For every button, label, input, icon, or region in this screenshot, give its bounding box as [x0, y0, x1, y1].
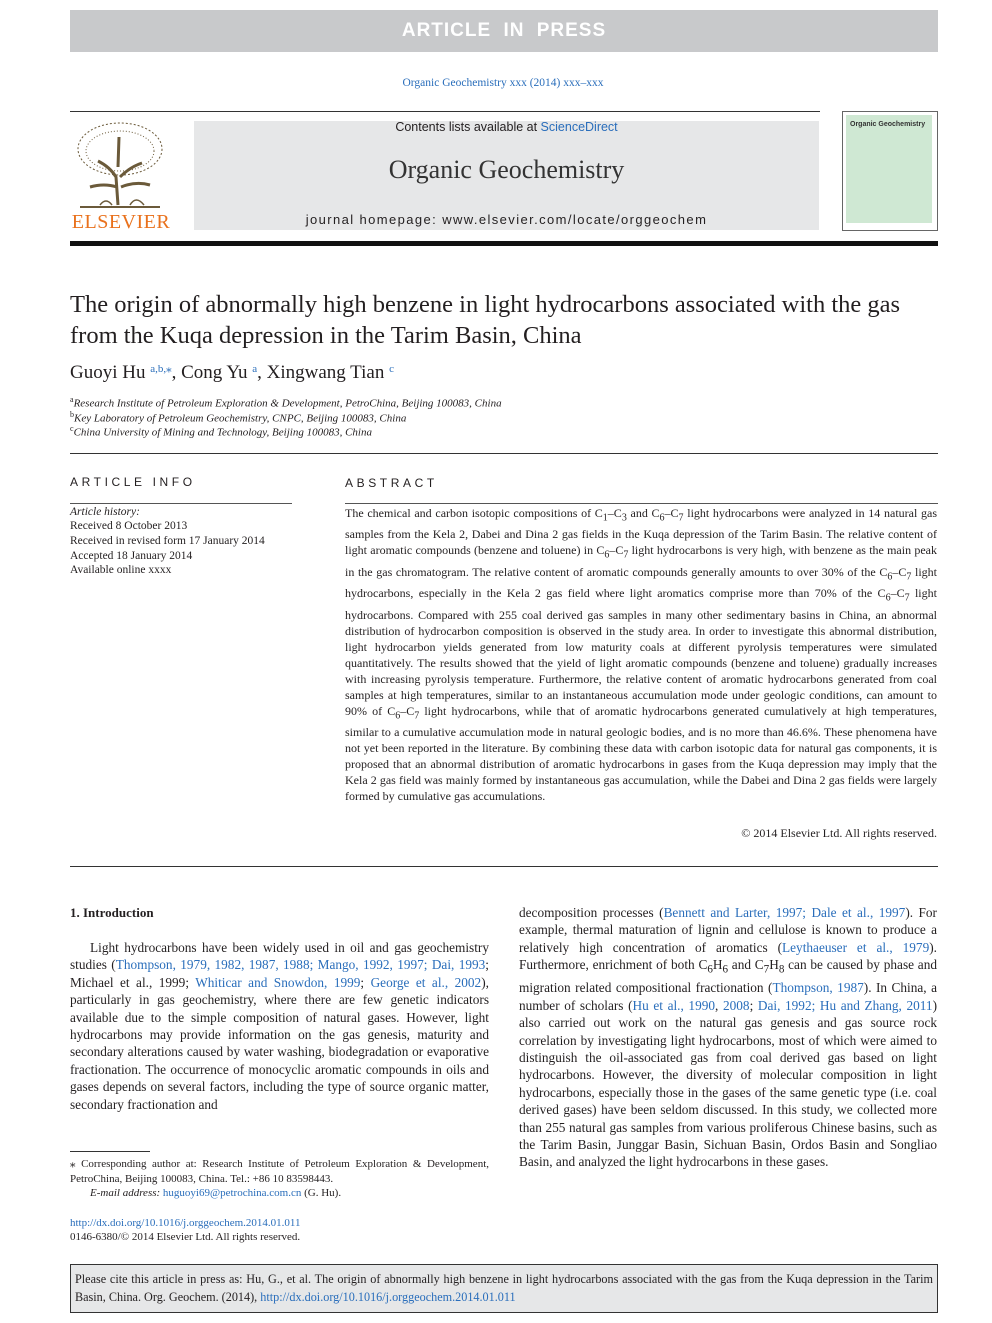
article-in-press-banner: ARTICLE IN PRESS [70, 10, 938, 52]
citation-link[interactable]: Hu et al., 1990 [632, 997, 716, 1013]
abstract-copyright: © 2014 Elsevier Ltd. All rights reserved. [741, 826, 937, 840]
abstract-heading: ABSTRACT [345, 476, 438, 490]
section-rule [70, 453, 938, 454]
accepted-date: Accepted 18 January 2014 [70, 550, 193, 562]
footnote-rule [70, 1151, 150, 1152]
contents-prefix: Contents lists available at [395, 120, 541, 134]
affiliation-text: Key Laboratory of Petroleum Geochemistry, CNPC, Beijing 100083, China [74, 412, 407, 425]
affiliation [70, 395, 670, 410]
author-name: Xingwang Tian [266, 362, 385, 383]
citation-link[interactable]: Whiticar and Snowdon, 1999 [195, 974, 361, 990]
citation-link[interactable]: Dai, 1992; Hu and Zhang, 2011 [757, 997, 933, 1013]
introduction-column-1: Light hydrocarbons have been widely used in oil and gas geochemistry studies (Thompson, 1979, 1982, 1987, 1988; Mango, 1992, 1997; Dai, 1993; Michael et al., 1999; Whiticar and Snowdon, 1999; George et al., 2002), particularly in gas geochemistry, where there are few genetic indicators available due to the simple composition of natural gases. However, light hydrocarbons may provide information on the gas genesis, maturity and secondary alterations caused by water washing, biodegradation or evaporative fractionation. The occurrence of monocyclic aromatic compounds in oils and gases depends on several factors, including the type of source organic matter, secondary fractionation and [70, 940, 489, 1112]
article-info-rule [70, 503, 292, 504]
header-thick-rule [70, 241, 938, 246]
introduction-heading: 1. Introduction [70, 905, 154, 920]
received-date: Received 8 October 2013 [70, 520, 188, 532]
article-history-label: Article history: [70, 506, 140, 518]
journal-cover-panel [846, 115, 932, 223]
affiliation-marker: a [70, 395, 74, 404]
citation-link[interactable]: Thompson, 1979, 1982, 1987, 1988; Mango, 1992, 1997; Dai, 1993 [115, 957, 486, 973]
author-name: Cong Yu [181, 362, 248, 383]
abstract-text: The chemical and carbon isotopic compositions of $C_1-C_3$ and $C_6-C_7$ light hydrocarbons were analyzed in 14 natural gas samples from the Kela 2, Dabei and Dina 2 gas fields in the Kuqa depression of the Tarim Basin. The relative content of light aromatic compounds (benzene and toluene) in $C_6-C_7$ light hydrocarbons is very high, with benzene as the main peak in the gas chromatogram. The relative content of aromatic compounds generally amounts to over 30% of the $C_6-C_7$ light hydrocarbons, especially in the Kela 2 gas field where light aromatics comprise more than 70% of the $C_6-C_7$ light hydrocarbons. Compared with 255 coal derived gas samples in many other sedimentary basins in China, an abnormal distribution of hydrocarbon composition is observed in the study area. In order to investigate this abnormal distribution, light hydrocarbon yields generated from low maturity coals at different pyrolysis temperatures were simulated quantitatively. The results showed that the yield of light aromatic compounds (benzene and toluene) gradually increases with increasing pyrolysis temperature. Furthermore, the relative content of aromatic hydrocarbons generated from coal samples at high temperatures, similar to an instantaneous accumulation mode under geologic conditions, can amount to 90% of $C_6-C_7$ light hydrocarbons, while that of aromatic hydrocarbons generated cumulatively at high temperatures, similar to a cumulative accumulation mode in natural geologic bodies, and is no more than 46.6%. These phenomena have not yet been reported in the literature. By combining these data with carbon isotopic data for natural gas components, it is proposed that an abnormal distribution of aromatic hydrocarbons in gases from the Kuqa depression may imply that the Kela 2 gas field was mainly formed by instantaneous gas accumulation, while the Dabei and Dina 2 gas fields were largely formed by cumulative gas accumulations. [345, 506, 937, 803]
issn-copyright: 0146-6380/© 2014 Elsevier Ltd. All rights reserved. [70, 1231, 301, 1243]
online-date: Available online xxxx [70, 564, 172, 576]
affiliation-marker: c [70, 424, 74, 433]
author-affiliation-marker[interactable]: a,b,⁎ [150, 363, 172, 375]
article-title: The origin of abnormally high benzene in light hydrocarbons associated with the gas from the Kuqa depression in the Tarim Basin, China [70, 291, 901, 349]
author-affiliation-marker[interactable]: c [389, 363, 394, 375]
citation-text: Please cite this article in press as: Hu, G., et al. The origin of abnormally high benzene in light hydrocarbons associated with the gas from the Kuqa depression in the Tarim Basin, China. Org. Geochem. (2014), http://dx.doi.org/10.1016/j.orggeochem.2014.01.011 [75, 1272, 933, 1304]
citation-link[interactable]: Thompson, 1987 [772, 980, 864, 996]
sciencedirect-link[interactable]: ScienceDirect [540, 120, 618, 134]
journal-homepage[interactable]: journal homepage: www.elsevier.com/locate/orggeochem [305, 212, 708, 227]
citation-link[interactable]: George et al., 2002 [370, 974, 482, 990]
elsevier-wordmark: ELSEVIER [71, 211, 171, 233]
citation-link[interactable]: Bennett and Larter, 1997; Dale et al., 1997 [663, 905, 906, 920]
affiliation [70, 410, 670, 425]
author-affiliation-marker[interactable]: a [252, 363, 258, 375]
journal-title: Organic Geochemistry [388, 155, 625, 184]
citation-link[interactable]: 2008 [722, 997, 750, 1013]
affiliation [70, 424, 670, 439]
email-label: E-mail address: [90, 1187, 163, 1200]
abstract-rule [345, 503, 938, 504]
author-list: Guoyi Hu $^{a,b,⁎}$, Cong Yu $^a$, Xingwang Tian $^c$ [70, 362, 394, 383]
article-info-heading: ARTICLE INFO [70, 475, 196, 489]
citation-doi-link[interactable]: http://dx.doi.org/10.1016/j.orggeochem.2014.01.011 [260, 1289, 516, 1304]
contents-availability [194, 120, 819, 134]
corresponding-author-footnote: ⁎ Corresponding author at: Research Institute of Petroleum Exploration & Development, PetroChina, Beijing 100083, China. Tel.: +86 10 83598443. E-mail address: huguoyi69@petrochina.com.cn (G. Hu). [70, 1158, 489, 1200]
revised-date: Received in revised form 17 January 2014 [70, 535, 265, 547]
journal-reference-link[interactable]: Organic Geochemistry xxx (2014) xxx–xxx [402, 77, 604, 89]
affiliation-marker: b [70, 410, 74, 419]
header-rule [70, 111, 820, 112]
author-name: Guoyi Hu [70, 362, 146, 383]
affiliation-text: Research Institute of Petroleum Exploration & Development, PetroChina, Beijing 100083, China [73, 397, 502, 410]
body-rule [70, 866, 938, 867]
affiliation-text: China University of Mining and Technology, Beijing 100083, China [73, 426, 372, 439]
email-link[interactable]: huguoyi69@petrochina.com.cn [162, 1187, 302, 1200]
journal-cover-title: Organic Geochemistry [850, 121, 926, 128]
introduction-column-2: decomposition processes (Bennett and Larter, 1997; Dale et al., 1997). For example, thermal maturation of lignin and cellulose is known to produce a relatively high concentration of aromatics (Leythaeuser et al., 1979). Furthermore, enrichment of both $C_6H_6$ and $C_7H_8$ can be caused by phase and migration related compositional fractionation (Thompson, 1987). In China, a number of scholars (Hu et al., 1990, 2008; Dai, 1992; Hu and Zhang, 2011) also carried out work on the natural gas genesis and gas source rock correlation by investigating light hydrocarbons, most of which were aimed to distinguish the oil-associated gas from coal derived gas based on light hydrocarbons. However, the diversity of molecular composition in light hydrocarbons, especially those in the gases of the same genetic type (i.e. coal derived gases) have been seldom discussed. In this study, we collected more than 255 natural gas samples from various proliferous Chinese basins, such as the Tarim Basin, Junggar Basin, Sichuan Basin, Ordos Basin and Songliao Basin, and analyzed the light hydrocarbons in these gases. [519, 905, 938, 1170]
doi-link[interactable]: http://dx.doi.org/10.1016/j.orggeochem.2014.01.011 [70, 1217, 301, 1229]
citation-link[interactable]: Leythaeuser et al., 1979 [782, 939, 930, 955]
